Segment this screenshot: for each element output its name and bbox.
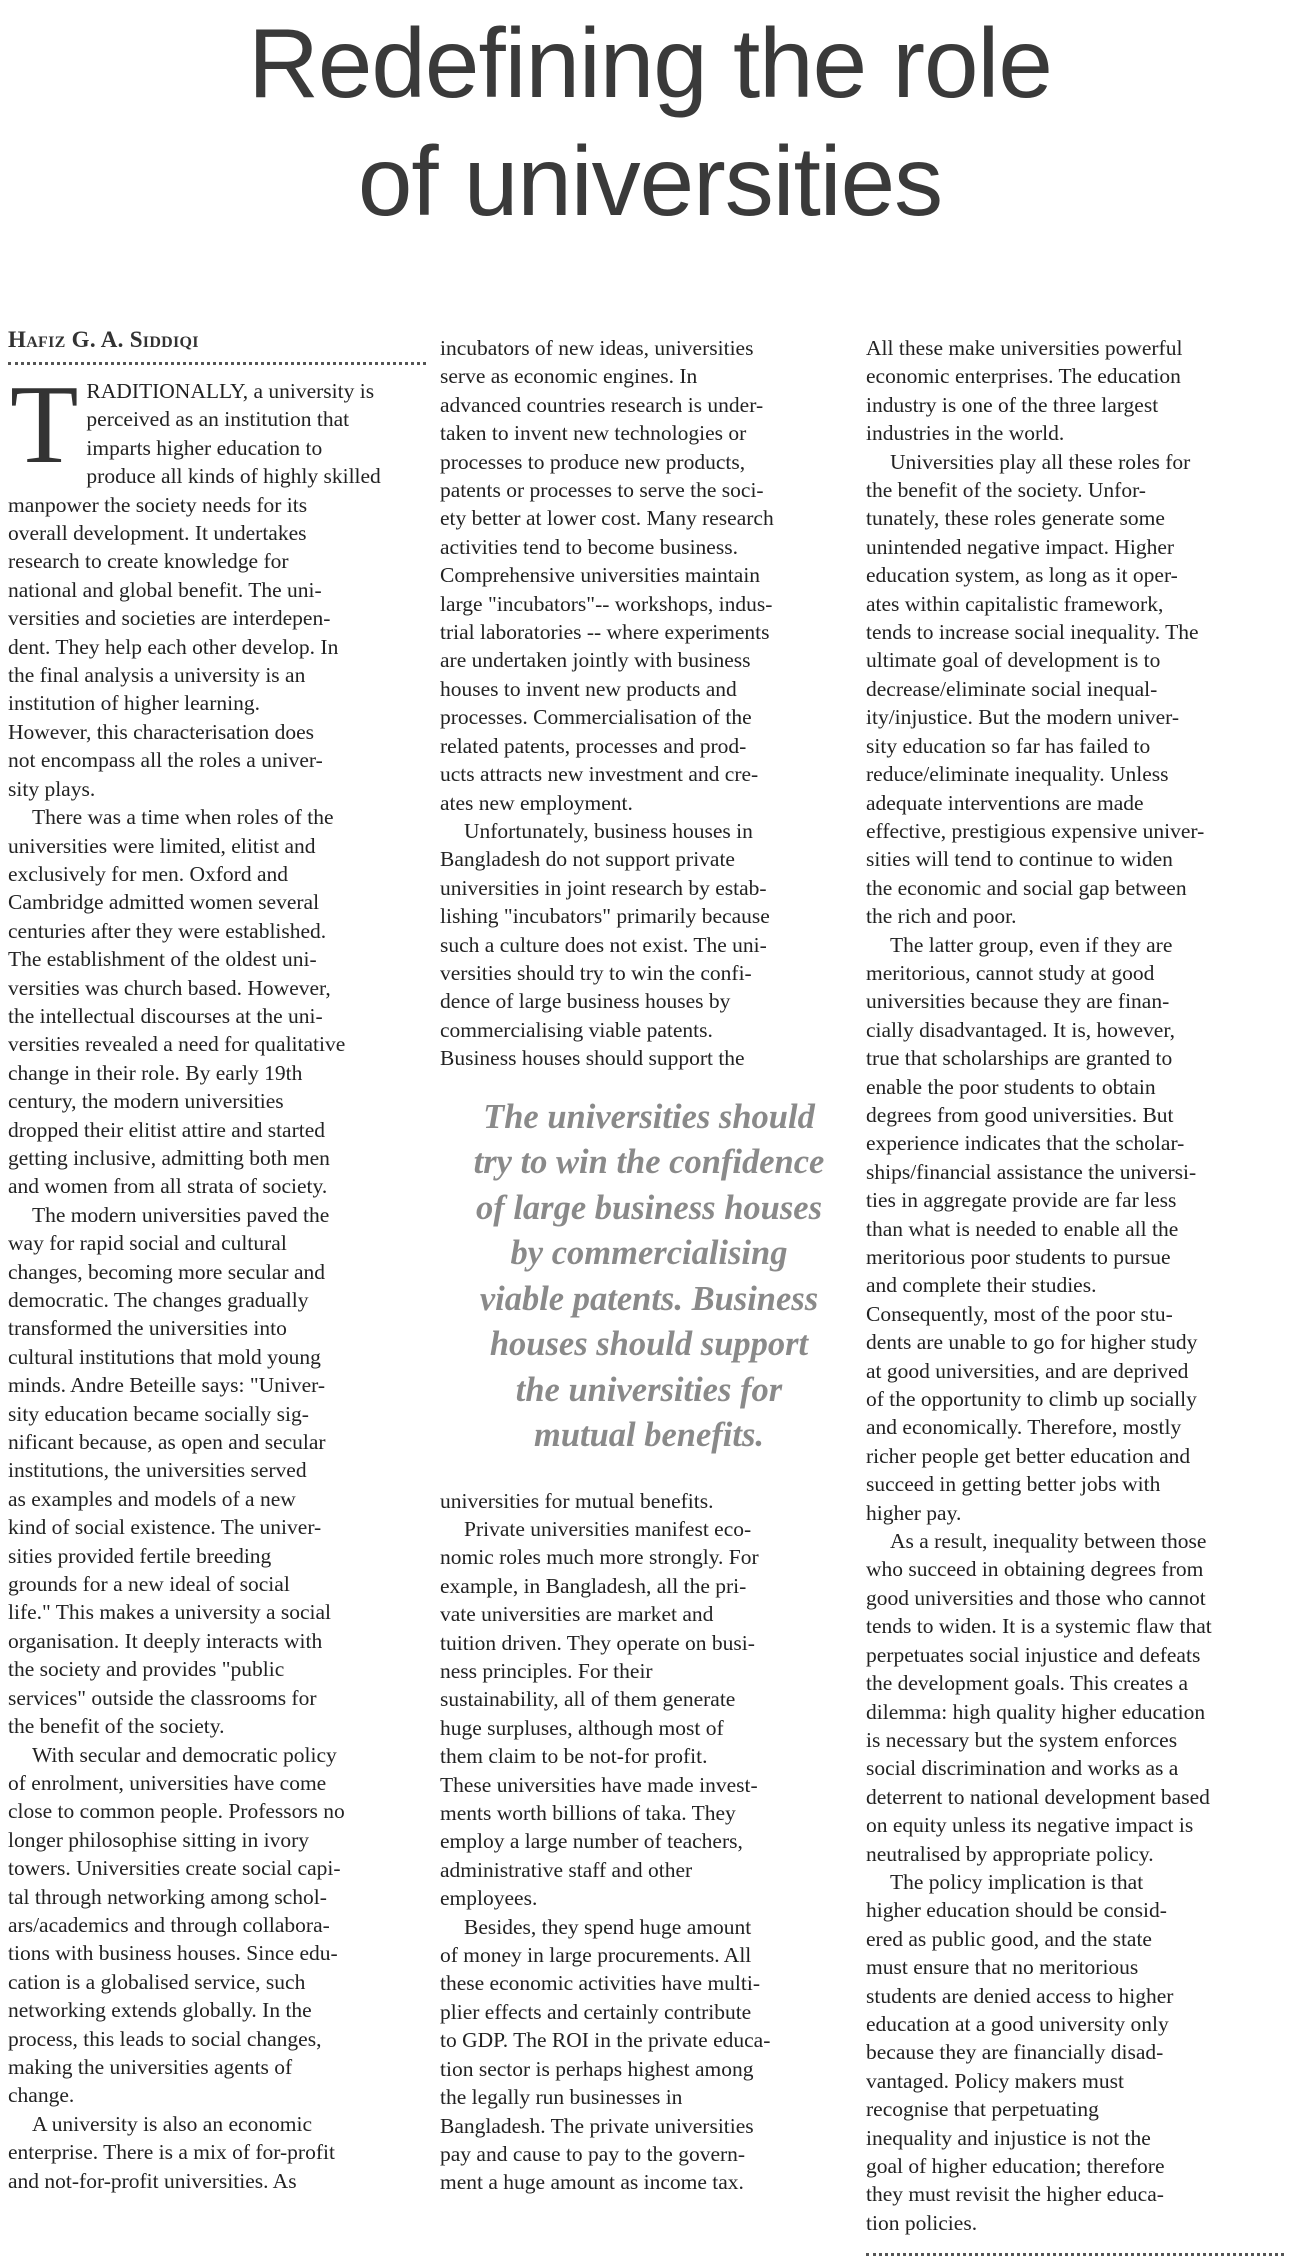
text-line: by commercialising bbox=[510, 1234, 788, 1273]
text-line: change in their role. By early 19th bbox=[8, 1060, 303, 1085]
text-line: ates new employment. bbox=[440, 790, 633, 815]
text-line: true that scholarships are granted to bbox=[866, 1046, 1173, 1071]
column-2 bbox=[440, 334, 858, 2197]
text-line: ars/academics and through collabora- bbox=[8, 1912, 330, 1937]
paragraph bbox=[866, 1527, 1284, 1868]
text-line: universities for mutual benefits. bbox=[440, 1488, 714, 1513]
text-line: experience indicates that the scholar- bbox=[866, 1131, 1185, 1156]
text-line: Business houses should support the bbox=[440, 1046, 745, 1071]
text-line: neutralised by appropriate policy. bbox=[866, 1841, 1154, 1866]
text-line: ates within capitalistic framework, bbox=[866, 591, 1164, 616]
text-line: The policy implication is that bbox=[890, 1869, 1144, 1894]
text-line: All these make universities powerful bbox=[866, 336, 1183, 360]
text-line: ties in aggregate provide are far less bbox=[866, 1188, 1177, 1213]
text-line: the development goals. This creates a bbox=[866, 1671, 1188, 1696]
paragraph bbox=[440, 1515, 858, 1913]
text-line: research to create knowledge for bbox=[8, 549, 289, 574]
paragraph bbox=[8, 2110, 426, 2195]
text-line: advanced countries research is under- bbox=[440, 392, 764, 417]
text-line: than what is needed to enable all the bbox=[866, 1216, 1179, 1241]
text-line: ness principles. For their bbox=[440, 1659, 653, 1683]
text-line: tions with business houses. Since edu- bbox=[8, 1941, 338, 1966]
text-line: versities revealed a need for qualitative bbox=[8, 1032, 346, 1057]
text-line: and not-for-profit universities. As bbox=[8, 2168, 297, 2193]
text-line: A university is also an economic bbox=[32, 2111, 313, 2136]
paragraph bbox=[440, 1913, 858, 2197]
text-line: universities in joint research by estab- bbox=[440, 875, 767, 900]
text-line: process, this leads to social changes, bbox=[8, 2026, 322, 2051]
text-line: vate universities are market and bbox=[440, 1602, 714, 1627]
text-line: RADITIONALLY, a university is bbox=[86, 379, 375, 403]
text-line: cation is a globalised service, such bbox=[8, 1969, 306, 1994]
text-line: mutual benefits. bbox=[533, 1416, 765, 1455]
text-line: try to win the confidence bbox=[473, 1143, 825, 1182]
text-line: tunately, these roles generate some bbox=[866, 506, 1165, 531]
text-line: close to common people. Professors no bbox=[8, 1799, 345, 1824]
text-line: economic enterprises. The education bbox=[866, 364, 1181, 389]
text-line: the rich and poor. bbox=[866, 904, 1017, 929]
text-line: inequality and injustice is not the bbox=[866, 2125, 1151, 2150]
text-line: sity education so far has failed to bbox=[866, 733, 1151, 758]
text-line: democratic. The changes gradually bbox=[8, 1288, 309, 1312]
text-line: the benefit of the society. Unfor- bbox=[866, 478, 1146, 503]
text-line: Comprehensive universities maintain bbox=[440, 563, 761, 588]
text-line: exclusively for men. Oxford and bbox=[8, 861, 289, 886]
text-line: dent. They help each other develop. In bbox=[8, 634, 339, 659]
text-line: institution of higher learning. bbox=[8, 691, 260, 716]
text-line: richer people get better education and bbox=[866, 1443, 1191, 1468]
text-line: Unfortunately, business houses in bbox=[464, 818, 753, 843]
text-line: of enrolment, universities have come bbox=[8, 1770, 327, 1795]
text-line: higher pay. bbox=[866, 1500, 962, 1525]
text-line: the benefit of the society. bbox=[8, 1714, 225, 1739]
paragraph bbox=[440, 817, 858, 1073]
paragraph bbox=[440, 334, 858, 817]
paragraph bbox=[866, 931, 1284, 1528]
text-line: must ensure that no meritorious bbox=[866, 1955, 1139, 1980]
text-line: taken to invent new technologies or bbox=[440, 421, 747, 446]
text-line: tion policies. bbox=[866, 2210, 978, 2235]
text-line: ety better at lower cost. Many research bbox=[440, 506, 774, 531]
text-line: getting inclusive, admitting both men bbox=[8, 1145, 330, 1170]
text-line: The universities should bbox=[483, 1097, 815, 1136]
text-line: good universities and those who cannot bbox=[866, 1585, 1206, 1610]
text-line: Bangladesh do not support private bbox=[440, 847, 735, 872]
text-line: changes, becoming more secular and bbox=[8, 1259, 325, 1284]
text-line: ity/injustice. But the modern univer- bbox=[866, 705, 1180, 730]
text-line: universities were limited, elitist and bbox=[8, 833, 316, 858]
text-line: ered as public good, and the state bbox=[866, 1926, 1152, 1951]
text-line: The establishment of the oldest uni- bbox=[8, 947, 317, 972]
text-line: at good universities, and are deprived bbox=[866, 1358, 1189, 1383]
text-line: sity education became socially sig- bbox=[8, 1401, 309, 1426]
text-line: overall development. It undertakes bbox=[8, 521, 307, 546]
text-line: tends to widen. It is a systemic flaw that bbox=[866, 1614, 1212, 1639]
text-line: ships/financial assistance the universi- bbox=[866, 1159, 1197, 1184]
text-line: serve as economic engines. In bbox=[440, 364, 698, 389]
text-line: dilemma: high quality higher education bbox=[866, 1699, 1206, 1724]
text-line: who succeed in obtaining degrees from bbox=[866, 1557, 1204, 1582]
text-line: succeed in getting better jobs with bbox=[866, 1472, 1161, 1497]
text-line: houses to invent new products and bbox=[440, 676, 737, 701]
text-line: versities and societies are interdepen- bbox=[8, 606, 331, 631]
text-line: enterprise. There is a mix of for-profit bbox=[8, 2140, 335, 2165]
text-line: example, in Bangladesh, all the pri- bbox=[440, 1573, 747, 1598]
text-line: way for rapid social and cultural bbox=[8, 1231, 287, 1256]
pull-quote bbox=[440, 1095, 858, 1459]
text-line: dropped their elitist attire and started bbox=[8, 1117, 326, 1142]
title-line-2: of universities bbox=[357, 126, 943, 236]
text-line: higher education should be consid- bbox=[866, 1898, 1167, 1923]
text-line: sities provided fertile breeding bbox=[8, 1543, 272, 1568]
paragraph bbox=[866, 448, 1284, 931]
text-line: recognise that perpetuating bbox=[866, 2097, 1099, 2122]
paragraph bbox=[8, 1741, 426, 2110]
text-line: meritorious, cannot study at good bbox=[866, 960, 1155, 985]
text-line: tion sector is perhaps highest among bbox=[440, 2056, 754, 2081]
text-line: ments worth billions of taka. They bbox=[440, 1801, 736, 1826]
text-line: employees. bbox=[440, 1886, 538, 1911]
text-line: sustainability, all of them generate bbox=[440, 1687, 736, 1712]
text-line: and economically. Therefore, mostly bbox=[866, 1415, 1182, 1440]
text-line: manpower the society needs for its bbox=[8, 492, 308, 517]
text-line: grounds for a new ideal of social bbox=[8, 1572, 290, 1597]
paragraph bbox=[866, 334, 1284, 448]
column-3 bbox=[866, 334, 1284, 2256]
text-line: industries in the world. bbox=[866, 421, 1065, 446]
text-line: life." This makes a university a social bbox=[8, 1600, 332, 1625]
text-line: related patents, processes and prod- bbox=[440, 733, 747, 758]
text-line: However, this characterisation does bbox=[8, 719, 314, 744]
text-line: deterrent to national development based bbox=[866, 1784, 1210, 1809]
title-line-1: Redefining the role bbox=[248, 8, 1052, 118]
text-line: meritorious poor students to pursue bbox=[866, 1245, 1171, 1269]
text-line: dence of large business houses by bbox=[440, 989, 731, 1014]
text-line: The modern universities paved the bbox=[32, 1202, 330, 1227]
text-line: Besides, they spend huge amount bbox=[464, 1914, 752, 1939]
text-line: employ a large number of teachers, bbox=[440, 1829, 743, 1854]
text-line: the universities for bbox=[515, 1370, 783, 1409]
text-line: tal through networking among schol- bbox=[8, 1884, 327, 1909]
text-line: Consequently, most of the poor stu- bbox=[866, 1301, 1173, 1326]
text-line: nomic roles much more strongly. For bbox=[440, 1545, 759, 1570]
text-line: and women from all strata of society. bbox=[8, 1174, 328, 1199]
text-line: not encompass all the roles a univer- bbox=[8, 748, 323, 773]
text-line: transformed the universities into bbox=[8, 1316, 287, 1341]
text-line: of the opportunity to climb up socially bbox=[866, 1387, 1197, 1412]
text-line: trial laboratories -- where experiments bbox=[440, 620, 770, 645]
text-line: nificant because, as open and secular bbox=[8, 1430, 326, 1455]
text-line: degrees from good universities. But bbox=[866, 1102, 1174, 1127]
column-body bbox=[440, 334, 858, 2197]
text-line: centuries after they were established. bbox=[8, 918, 327, 943]
article-title bbox=[0, 4, 1300, 240]
text-line: activities tend to become business. bbox=[440, 534, 738, 559]
text-line: sity plays. bbox=[8, 776, 96, 801]
text-line: of large business houses bbox=[475, 1188, 823, 1227]
text-line: dents are unable to go for higher study bbox=[866, 1330, 1198, 1355]
text-line: is necessary but the system enforces bbox=[866, 1727, 1178, 1752]
column-body bbox=[866, 334, 1284, 2237]
text-line: Bangladesh. The private universities bbox=[440, 2113, 754, 2138]
text-line: goal of higher education; therefore bbox=[866, 2154, 1165, 2178]
text-line: cultural institutions that mold young bbox=[8, 1344, 321, 1369]
text-line: networking extends globally. In the bbox=[8, 1998, 312, 2023]
text-line: huge surpluses, although most of bbox=[440, 1715, 724, 1740]
text-line: administrative staff and other bbox=[440, 1857, 693, 1882]
text-line: tends to increase social inequality. The bbox=[866, 620, 1199, 645]
text-line: imparts higher education to bbox=[86, 435, 323, 460]
text-line: cially disadvantaged. It is, however, bbox=[866, 1017, 1175, 1042]
paragraph bbox=[8, 803, 426, 1201]
text-line: commercialising viable patents. bbox=[440, 1017, 713, 1042]
text-line: decrease/eliminate social inequal- bbox=[866, 676, 1158, 701]
text-line: viable patents. Business bbox=[479, 1279, 819, 1318]
text-line: large "incubators"-- workshops, indus- bbox=[440, 591, 773, 616]
text-line: processes. Commercialisation of the bbox=[440, 705, 752, 730]
text-line: sities will tend to continue to widen bbox=[866, 847, 1173, 872]
text-line: Private universities manifest eco- bbox=[464, 1516, 752, 1541]
text-line: enable the poor students to obtain bbox=[866, 1074, 1156, 1099]
text-line: These universities have made invest- bbox=[440, 1772, 758, 1797]
text-line: institutions, the universities served bbox=[8, 1458, 307, 1483]
text-line: versities was church based. However, bbox=[8, 975, 331, 1000]
text-line: are undertaken jointly with business bbox=[440, 648, 751, 673]
text-line: the society and provides "public bbox=[8, 1657, 285, 1682]
paragraph bbox=[866, 1868, 1284, 2237]
drop-cap: T bbox=[10, 363, 79, 487]
paragraph bbox=[440, 1487, 858, 1515]
text-line: of money in large procurements. All bbox=[440, 1943, 752, 1968]
paragraph bbox=[8, 363, 426, 803]
text-line: versities should try to win the confi- bbox=[440, 960, 752, 985]
text-line: houses should support bbox=[489, 1325, 809, 1364]
text-line: as examples and models of a new bbox=[8, 1486, 296, 1511]
text-line: minds. Andre Beteille says: "Univer- bbox=[8, 1373, 326, 1398]
text-line: towers. Universities create social capi- bbox=[8, 1856, 341, 1881]
text-line: adequate interventions are made bbox=[866, 790, 1144, 815]
text-line: students are denied access to higher bbox=[866, 1983, 1174, 2008]
text-line: these economic activities have multi- bbox=[440, 1971, 761, 1996]
column-body bbox=[8, 363, 426, 2195]
text-line: kind of social existence. The univer- bbox=[8, 1515, 322, 1540]
text-line: lishing "incubators" primarily because bbox=[440, 904, 770, 929]
text-line: Cambridge admitted women several bbox=[8, 890, 320, 915]
text-line: such a culture does not exist. The uni- bbox=[440, 932, 767, 957]
text-line: change. bbox=[8, 2083, 75, 2108]
text-line: making the universities agents of bbox=[8, 2054, 293, 2079]
column-1 bbox=[8, 326, 426, 2195]
text-line: pay and cause to pay to the govern- bbox=[440, 2141, 746, 2166]
text-line: patents or processes to serve the soci- bbox=[440, 478, 764, 503]
text-line: social discrimination and works as a bbox=[866, 1756, 1179, 1781]
text-line: The latter group, even if they are bbox=[890, 932, 1173, 957]
text-line: education system, as long as it oper- bbox=[866, 563, 1178, 588]
text-line: perpetuates social injustice and defeats bbox=[866, 1642, 1201, 1667]
author-byline: Hafiz G. A. Siddiqi bbox=[8, 327, 199, 352]
text-line: century, the modern universities bbox=[8, 1089, 284, 1114]
text-line: ucts attracts new investment and cre- bbox=[440, 762, 759, 787]
text-line: them claim to be not-for profit. bbox=[440, 1744, 708, 1769]
text-line: and complete their studies. bbox=[866, 1273, 1097, 1298]
text-line: organisation. It deeply interacts with bbox=[8, 1628, 323, 1653]
text-line: to GDP. The ROI in the private educa- bbox=[440, 2028, 771, 2053]
text-line: national and global benefit. The uni- bbox=[8, 577, 322, 602]
text-line: reduce/eliminate inequality. Unless bbox=[866, 762, 1169, 787]
paragraph bbox=[8, 1201, 426, 1741]
text-line: produce all kinds of highly skilled bbox=[86, 464, 381, 489]
text-line: There was a time when roles of the bbox=[32, 805, 334, 830]
text-line: the economic and social gap between bbox=[866, 875, 1187, 900]
text-line: longer philosophise sitting in ivory bbox=[8, 1827, 309, 1852]
text-line: With secular and democratic policy bbox=[32, 1742, 337, 1767]
text-line: ultimate goal of development is to bbox=[866, 648, 1161, 673]
text-line: processes to produce new products, bbox=[440, 449, 746, 474]
text-line: tuition driven. They operate on busi- bbox=[440, 1630, 755, 1655]
text-line: vantaged. Policy makers must bbox=[866, 2068, 1124, 2093]
text-line: services" outside the classrooms for bbox=[8, 1685, 317, 1710]
text-line: Universities play all these roles for bbox=[890, 449, 1191, 474]
text-line: universities because they are finan- bbox=[866, 989, 1170, 1014]
text-line: plier effects and certainly contribute bbox=[440, 1999, 752, 2024]
text-line: As a result, inequality between those bbox=[890, 1529, 1207, 1554]
text-line: they must revisit the higher educa- bbox=[866, 2182, 1164, 2207]
text-line: ment a huge amount as income tax. bbox=[440, 2170, 744, 2195]
text-line: unintended negative impact. Higher bbox=[866, 534, 1175, 559]
text-line: perceived as an institution that bbox=[86, 407, 350, 432]
text-line: industry is one of the three largest bbox=[866, 392, 1159, 417]
text-line: effective, prestigious expensive univer- bbox=[866, 818, 1205, 843]
text-line: because they are financially disad- bbox=[866, 2040, 1164, 2065]
text-line: education at a good university only bbox=[866, 2011, 1169, 2036]
text-line: the legally run businesses in bbox=[440, 2085, 683, 2110]
text-line: incubators of new ideas, universities bbox=[440, 336, 754, 360]
text-line: the final analysis a university is an bbox=[8, 663, 306, 688]
text-line: on equity unless its negative impact is bbox=[866, 1813, 1194, 1838]
text-line: the intellectual discourses at the uni- bbox=[8, 1003, 323, 1028]
